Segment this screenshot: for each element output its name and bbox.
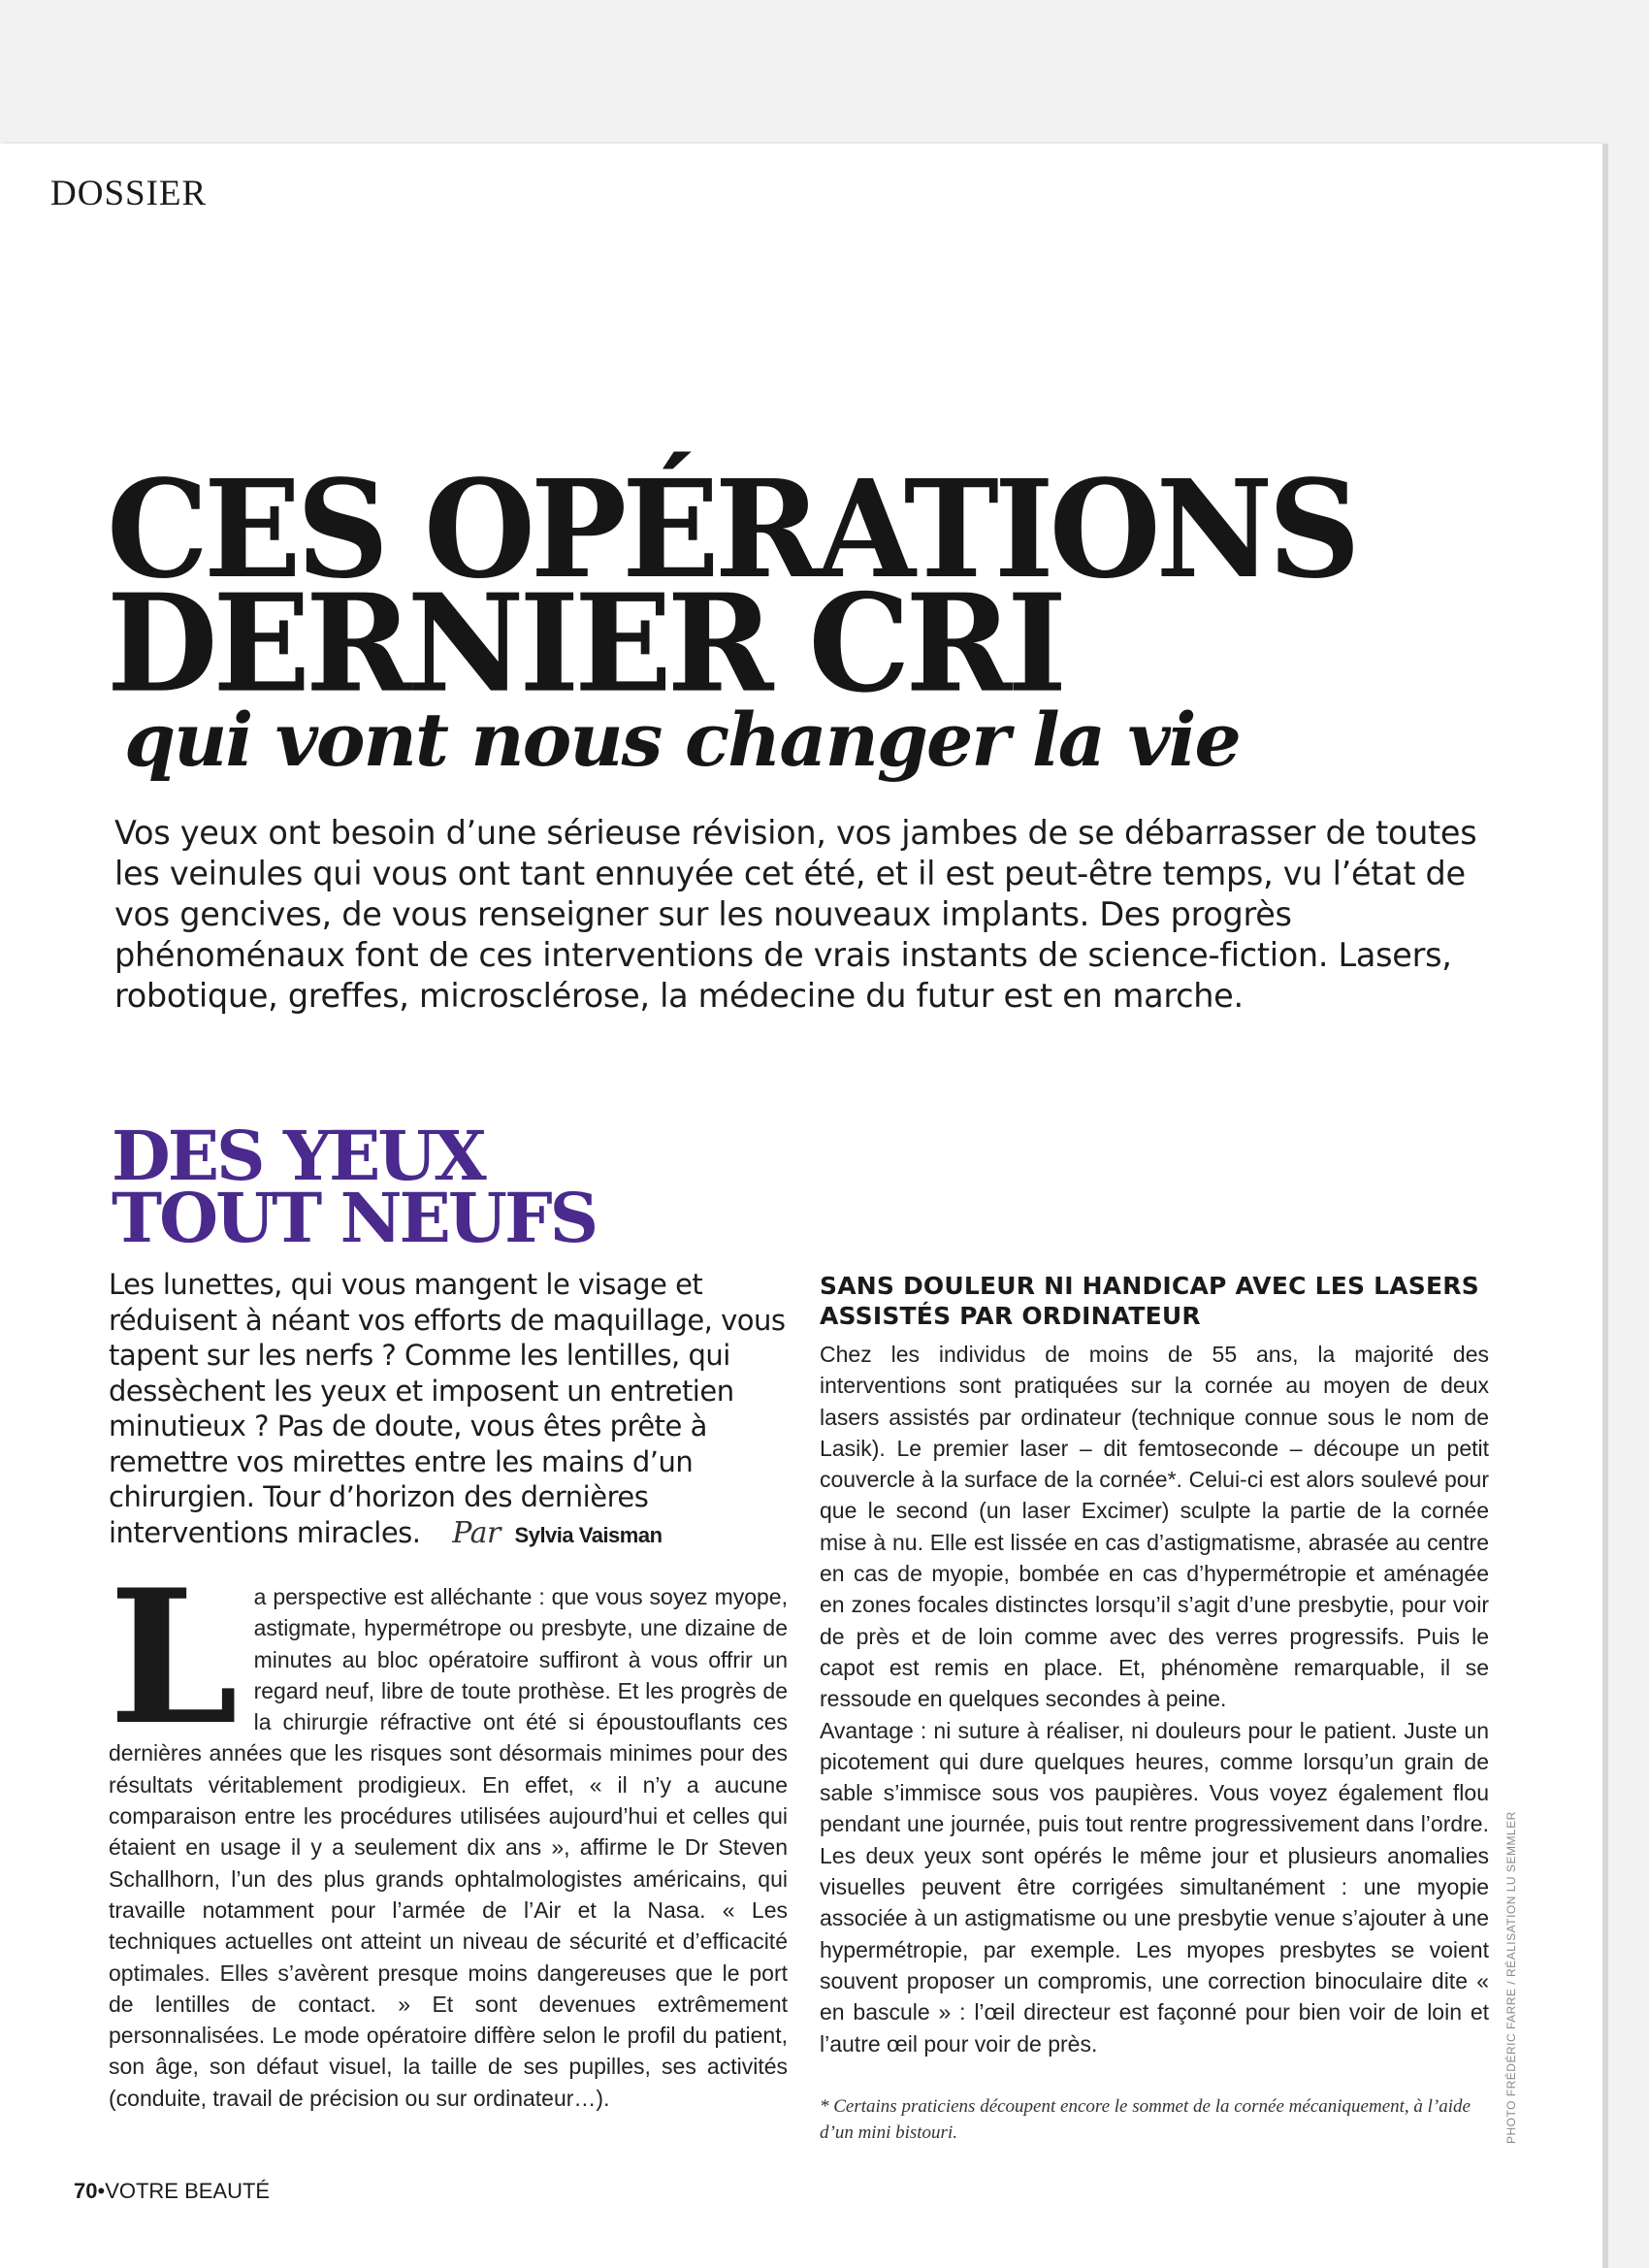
- headline-line-1: CES OPÉRATIONS: [107, 450, 1356, 609]
- article-column-right: [820, 1339, 1489, 2059]
- section-title-line-2: TOUT NEUFS: [112, 1178, 597, 1258]
- magazine-name: VOTRE BEAUTÉ: [105, 2179, 271, 2203]
- article-column-left: [109, 1549, 788, 2114]
- section-title: [112, 1116, 597, 1258]
- article-paragraph-2: Avantage : ni suture à réaliser, ni douleurs pour le patient. Juste un picotement qui dure quelques heures, comme lorsqu’un grain de sable s’immisce sous vos paupières. Vous voyez également flou pendant une journée, puis tout rentre progressivement dans l’ordre. Les deux yeux sont opérés le même jour et plusieurs anomalies visuelles peuvent être corrigées simultanément : une myopie associée à un astigmatisme ou une presbytie venue s’ajouter à une hypermétropie, par exemple. Les myopes presbytes se voient souvent proposer un compromis, une correction binoculaire dite « en bascule » : l’œil directeur est façonné pour bien voir de loin et l’autre œil pour voir de près.: [820, 1717, 1489, 2057]
- drop-cap: L: [109, 1549, 239, 1766]
- footnote: * Certains praticiens découpent encore le sommet de la cornée mécaniquement, à l’aide d’un mini bistouri.: [820, 2096, 1471, 2143]
- photo-credit: PHOTO FRÉDÉRIC FARRE / RÉALISATION LU SEMMLER: [1504, 1811, 1518, 2144]
- section-intro: [109, 1267, 788, 1553]
- section-rubric: DOSSIER: [50, 174, 208, 213]
- page-folio: [74, 2179, 270, 2204]
- subsection-heading: SANS DOULEUR NI HANDICAP AVEC LES LASERS ASSISTÉS PAR ORDINATEUR: [820, 1272, 1479, 1330]
- headline-subtitle: qui vont nous changer la vie: [124, 697, 1240, 783]
- byline-par: Par: [452, 1515, 501, 1550]
- section-intro-text: Les lunettes, qui vous mangent le visage et réduisent à néant vos efforts de maquillage, vous tapent sur les nerfs ? Comme les lentilles, qui dessèchent les yeux et imposent un entretien minutieux ? Pas de doute, vous êtes prête à remettre vos mirettes entre les mains d’un chirurgien. Tour d’horizon des dernières interventions miracles.: [109, 1268, 786, 1549]
- article-paragraph-1: Chez les individus de moins de 55 ans, la majorité des interventions sont pratiquées sur la cornée au moyen de deux lasers assistés par ordinateur (technique connue sous le nom de Lasik). Le premier laser – dit femtoseconde – découpe un petit couvercle à la surface de la cornée*. Celui-ci est alors soulevé pour que le second (un laser Excimer) sculpte la partie de la cornée mise à nu. Elle est lissée en cas d’astigmatisme, abrasée au centre en cas de myopie, bombée en cas d’hypermétropie et aménagée en zones focales distinctes lorsqu’il s’agit d’une presbytie, pour voir de près et de loin comme avec des verres progressifs. Puis le capot est remis en place. Et, phénomène remarquable, il se ressoude en quelques secondes à peine.: [820, 1342, 1489, 1712]
- lead-paragraph: Vos yeux ont besoin d’une sérieuse révision, vos jambes de se débarrasser de toutes les veinules qui vous ont tant ennuyée cet été, et il est peut-être temps, vu l’état de vos gencives, de vous renseigner sur les nouveaux implants. Des progrès phénoménaux font de ces interventions de vrais instants de science-fiction. Lasers, robotique, greffes, microsclérose, la médecine du futur est en marche.: [114, 814, 1477, 1015]
- folio-separator: •: [97, 2179, 106, 2203]
- page-number: 70: [74, 2179, 98, 2203]
- headline: [107, 450, 1513, 724]
- headline-line-2: DERNIER CRI: [107, 565, 1062, 724]
- byline: [429, 1516, 662, 1549]
- byline-author: Sylvia Vaisman: [514, 1522, 663, 1547]
- section-title-line-1: DES YEUX: [112, 1116, 484, 1196]
- article-paragraph: a perspective est alléchante : que vous soyez myope, astigmate, hypermétrope ou presbyte, une dizaine de minutes au bloc opératoire suffiront à vous offrir un regard neuf, libre de toute prothèse. Et les progrès de la chirurgie réfractive ont été si époustouflants ces dernières années que les risques sont désormais minimes pour des résultats véritablement prodigieux. En effet, « il n’y a aucune comparaison entre les procédures utilisées aujourd’hui et celles qui étaient en usage il y a seulement dix ans », affirme le Dr Steven Schallhorn, l’un des plus grands ophtalmologistes américains, qui travaille notamment pour l’armée de l’Air et la Nasa. « Les techniques actuelles ont atteint un niveau de sécurité et d’efficacité optimales. Elles s’avèrent presque moins dangereuses que le port de lentilles de contact. » Et sont devenues extrêmement personnalisées. Le mode opératoire diffère selon le profil du patient, son âge, son défaut visuel, la taille de ses pupilles, ses activités (conduite, travail de précision ou sur ordinateur…).: [109, 1584, 788, 2111]
- page-edge: [1602, 144, 1608, 2268]
